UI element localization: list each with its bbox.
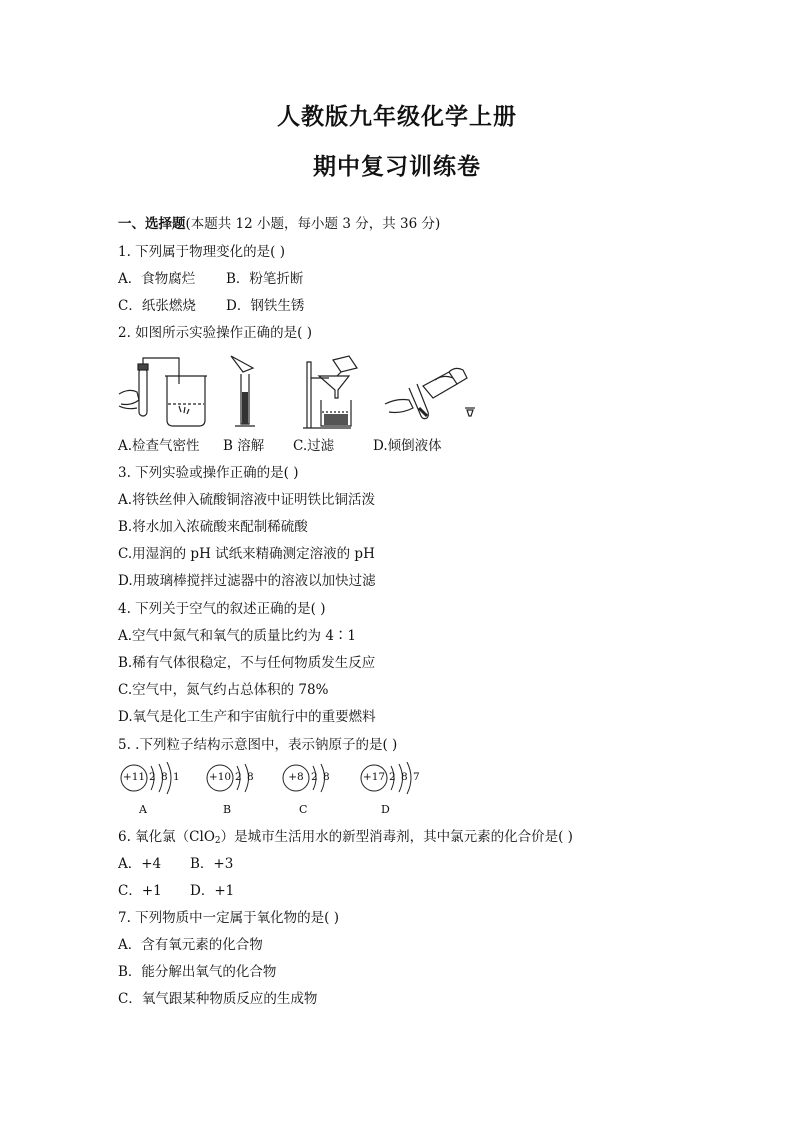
nucleus-charge: +8 (288, 771, 304, 783)
q7-option-b: B．能分解出氧气的化合物 (118, 964, 277, 980)
electron-config: 2 8 7 (389, 771, 421, 783)
nucleus-charge: +10 (208, 771, 232, 783)
electron-config: 2 8 (311, 771, 331, 783)
q1-option-b: B．粉笔折断 (226, 271, 304, 287)
q3-option-b: B.将水加入浓硫酸来配制稀硫酸 (118, 519, 308, 535)
airtightness-check-figure (117, 354, 213, 432)
q6-option-d: D．+1 (190, 883, 235, 899)
doc-title: 人教版九年级化学上册 (277, 103, 517, 130)
atom-diagram-b (203, 762, 273, 820)
section-heading (118, 215, 440, 233)
nucleus-charge: +11 (122, 771, 146, 783)
q1-option-a: A．食物腐烂 (118, 271, 196, 287)
q6-stem-post: ）是城市生活用水的新型消毒剂，其中氯元素的化合价是( ) (220, 829, 573, 845)
question-6-options-cd (118, 882, 234, 900)
q6-stem-pre: 6. 氧化氯（ClO (118, 829, 215, 845)
q6-option-a: A．+4 (118, 856, 162, 872)
atom-structure-diagrams (115, 762, 435, 822)
question-5-stem: 5. .下列粒子结构示意图中，表示钠原子的是( ) (118, 737, 398, 753)
question-1-options-cd (118, 297, 304, 315)
q4-option-c: C.空气中，氮气约占总体积的 78% (118, 682, 329, 698)
dissolve-cylinder-figure (223, 354, 273, 432)
question-1-options-ab (118, 270, 303, 288)
q6-option-b: B．+3 (190, 856, 234, 872)
electron-config: 2 8 1 (149, 771, 181, 783)
nucleus-charge: +17 (362, 771, 386, 783)
section-title: 一、选择题 (118, 216, 186, 232)
lab-figures (115, 354, 475, 432)
atom-diagram-a (117, 762, 187, 820)
q2-option-b: B 溶解 (223, 438, 265, 454)
q6-stem-subscript: 2 (214, 836, 221, 846)
q2-option-a: A.检查气密性 (118, 438, 200, 454)
question-6-stem (118, 828, 573, 850)
q2-option-c: C.过滤 (293, 438, 335, 454)
question-7-stem: 7. 下列物质中一定属于氧化物的是( ) (118, 910, 339, 926)
pour-liquid-figure (383, 354, 475, 432)
q4-option-a: A.空气中氮气和氧气的质量比约为 4∶1 (118, 628, 357, 644)
doc-subtitle: 期中复习训练卷 (313, 153, 481, 180)
atom-label: B (223, 803, 232, 816)
q4-option-d: D.氧气是化工生产和宇宙航行中的重要燃料 (118, 709, 376, 725)
question-2-options (118, 437, 442, 455)
q1-option-c: C．纸张燃烧 (118, 298, 196, 314)
atom-diagram-d (357, 762, 427, 820)
filtration-figure (293, 354, 379, 432)
section-note: (本题共 12 小题，每小题 3 分，共 36 分) (185, 216, 441, 232)
q6-option-c: C．+1 (118, 883, 162, 899)
question-3-stem: 3. 下列实验或操作正确的是( ) (118, 465, 299, 481)
electron-config: 2 8 (235, 771, 255, 783)
question-4-stem: 4. 下列关于空气的叙述正确的是( ) (118, 601, 326, 617)
question-1-stem: 1. 下列属于物理变化的是( ) (118, 244, 285, 260)
q3-option-a: A.将铁丝伸入硫酸铜溶液中证明铁比铜活泼 (118, 492, 376, 508)
atom-label: C (299, 803, 308, 816)
q1-option-d: D．钢铁生锈 (226, 298, 305, 314)
atom-diagram-c (279, 762, 349, 820)
q2-option-d: D.倾倒液体 (373, 438, 442, 454)
q3-option-d: D.用玻璃棒搅拌过滤器中的溶液以加快过滤 (118, 573, 376, 589)
atom-label: A (139, 803, 147, 816)
q7-option-c: C．氧气跟某种物质反应的生成物 (118, 991, 318, 1007)
q3-option-c: C.用湿润的 pH 试纸来精确测定溶液的 pH (118, 546, 375, 562)
q7-option-a: A．含有氧元素的化合物 (118, 937, 263, 953)
atom-label: D (381, 803, 390, 816)
question-6-options-ab (118, 855, 233, 873)
q4-option-b: B.稀有气体很稳定，不与任何物质发生反应 (118, 655, 376, 671)
question-2-stem: 2. 如图所示实验操作正确的是( ) (118, 325, 312, 341)
